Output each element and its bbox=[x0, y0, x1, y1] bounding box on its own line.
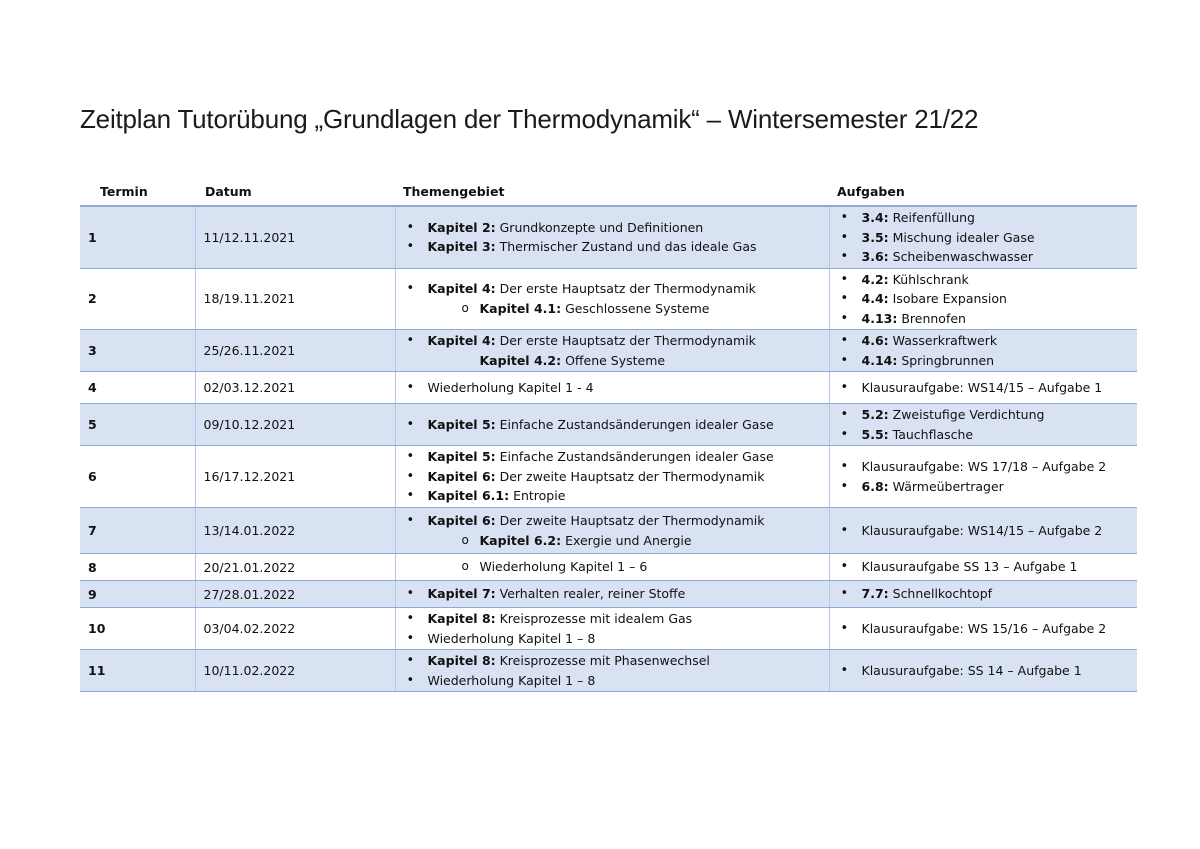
header-aufgaben: Aufgaben bbox=[829, 178, 1137, 206]
datum-text: 09/10.12.2021 bbox=[203, 417, 296, 432]
table-row bbox=[80, 268, 1137, 330]
bullet-icon: • bbox=[840, 249, 849, 264]
aufgaben-cell bbox=[829, 554, 1137, 581]
aufgaben-list bbox=[830, 618, 1138, 640]
table-body bbox=[80, 206, 1137, 692]
list-item bbox=[404, 531, 829, 551]
aufgaben-list bbox=[830, 207, 1138, 268]
datum-text: 10/11.02.2022 bbox=[203, 663, 296, 678]
item-text: Einfache Zustandsänderungen idealer Gase bbox=[495, 416, 774, 432]
aufgaben-cell bbox=[829, 650, 1137, 692]
aufgaben-list bbox=[830, 520, 1138, 542]
item-text: Wasserkraftwerk bbox=[888, 333, 998, 348]
aufgaben-cell bbox=[829, 508, 1137, 554]
item-bold-label: Kapitel 3: bbox=[427, 239, 496, 255]
aufgaben-list bbox=[830, 456, 1138, 497]
item-bold-label: 4.13: bbox=[861, 310, 898, 326]
bullet-icon: • bbox=[840, 352, 849, 368]
item-text: Der erste Hauptsatz der Thermodynamik bbox=[495, 333, 756, 348]
bullet-icon: • bbox=[406, 449, 415, 465]
themengebiet-cell bbox=[395, 372, 829, 404]
table-row bbox=[80, 581, 1137, 608]
bullet-icon: • bbox=[840, 271, 849, 287]
aufgaben-list bbox=[830, 377, 1138, 399]
item-text: Springbrunnen bbox=[897, 352, 995, 368]
list-item bbox=[838, 521, 1138, 541]
bullet-icon: • bbox=[840, 620, 849, 636]
list-item bbox=[838, 457, 1138, 477]
list-item bbox=[838, 619, 1138, 639]
header-themengebiet: Themengebiet bbox=[395, 178, 829, 206]
termin-cell: 1 bbox=[80, 206, 195, 268]
item-bold-label: 6.8: bbox=[861, 478, 889, 494]
item-text: Brennofen bbox=[897, 310, 966, 326]
datum-text: 27/28.01.2022 bbox=[203, 586, 296, 602]
bullet-icon: • bbox=[406, 513, 415, 528]
list-item bbox=[404, 415, 829, 435]
item-text: Kühlschrank bbox=[888, 271, 969, 287]
item-text: Reifenfüllung bbox=[888, 210, 975, 225]
bullet-icon: • bbox=[840, 379, 849, 395]
termin-cell: 6 bbox=[80, 446, 195, 508]
circle-bullet-icon: o bbox=[461, 559, 469, 574]
list-item bbox=[404, 486, 829, 506]
item-text: Geschlossene Systeme bbox=[561, 300, 710, 316]
item-bold-label: 4.2: bbox=[861, 271, 889, 287]
item-bold-label: 3.4: bbox=[861, 210, 889, 225]
themen-list bbox=[396, 414, 829, 436]
aufgaben-cell bbox=[829, 608, 1137, 650]
item-bold-label: Kapitel 6.1: bbox=[427, 488, 510, 504]
datum-text: 16/17.12.2021 bbox=[203, 469, 296, 484]
item-text: Kreisprozesse mit idealem Gas bbox=[495, 611, 693, 626]
list-item bbox=[404, 218, 829, 238]
themengebiet-cell bbox=[395, 554, 829, 581]
themengebiet-cell bbox=[395, 508, 829, 554]
item-text: Kreisprozesse mit Phasenwechsel bbox=[495, 653, 710, 668]
list-item bbox=[404, 378, 829, 398]
list-item bbox=[838, 477, 1138, 497]
schedule-table bbox=[80, 178, 1137, 692]
item-text: Der zweite Hauptsatz der Thermodynamik bbox=[495, 468, 765, 484]
aufgaben-list bbox=[830, 583, 1138, 605]
themengebiet-cell bbox=[395, 650, 829, 692]
list-item bbox=[838, 208, 1138, 228]
termin-cell: 2 bbox=[80, 268, 195, 330]
bullet-icon: • bbox=[840, 333, 849, 348]
datum-text: 13/14.01.2022 bbox=[203, 523, 296, 538]
bullet-icon: • bbox=[406, 239, 415, 255]
themen-list bbox=[396, 608, 829, 649]
themen-list bbox=[396, 650, 829, 691]
item-bold-label: 3.5: bbox=[861, 229, 889, 245]
aufgaben-list bbox=[830, 330, 1138, 371]
header-datum: Datum bbox=[195, 178, 395, 206]
termin-cell: 4 bbox=[80, 372, 195, 404]
list-item bbox=[404, 511, 829, 531]
item-text: Schnellkochtopf bbox=[888, 586, 993, 602]
item-text: Klausuraufgabe SS 13 – Aufgabe 1 bbox=[861, 559, 1078, 575]
item-bold-label: Kapitel 8: bbox=[427, 611, 496, 626]
list-item bbox=[404, 299, 829, 319]
aufgaben-cell bbox=[829, 372, 1137, 404]
item-text: Wiederholung Kapitel 1 – 8 bbox=[427, 672, 596, 688]
themengebiet-cell bbox=[395, 206, 829, 268]
bullet-icon: • bbox=[840, 407, 849, 422]
item-bold-label: 3.6: bbox=[861, 249, 889, 264]
termin-cell: 3 bbox=[80, 330, 195, 372]
item-text: Der erste Hauptsatz der Thermodynamik bbox=[495, 281, 756, 297]
bullet-icon: • bbox=[406, 488, 415, 504]
item-text: Offene Systeme bbox=[561, 352, 666, 368]
item-text: Einfache Zustandsänderungen idealer Gase bbox=[495, 449, 774, 465]
item-text: Entropie bbox=[509, 488, 566, 504]
list-item bbox=[838, 661, 1138, 681]
themengebiet-cell bbox=[395, 404, 829, 446]
item-text: Wärmeübertrager bbox=[888, 478, 1004, 494]
themengebiet-cell bbox=[395, 446, 829, 508]
list-item bbox=[838, 331, 1138, 351]
item-bold-label: 7.7: bbox=[861, 586, 889, 602]
themengebiet-cell bbox=[395, 581, 829, 608]
aufgaben-list bbox=[830, 556, 1138, 578]
bullet-icon: • bbox=[840, 559, 849, 575]
list-item bbox=[404, 584, 829, 604]
termin-cell: 11 bbox=[80, 650, 195, 692]
datum-text: 25/26.11.2021 bbox=[203, 343, 296, 358]
item-text: Exergie und Anergie bbox=[561, 532, 692, 548]
item-bold-label: 5.2: bbox=[861, 407, 889, 422]
list-item bbox=[404, 279, 829, 299]
bullet-icon: • bbox=[406, 611, 415, 626]
datum-cell bbox=[195, 330, 395, 372]
datum-cell bbox=[195, 508, 395, 554]
list-item bbox=[404, 351, 829, 371]
list-item bbox=[404, 447, 829, 467]
item-bold-label: Kapitel 4: bbox=[427, 281, 496, 297]
datum-text: 20/21.01.2022 bbox=[203, 559, 296, 575]
datum-cell bbox=[195, 372, 395, 404]
aufgaben-cell bbox=[829, 404, 1137, 446]
table-row bbox=[80, 404, 1137, 446]
datum-text: 03/04.02.2022 bbox=[203, 621, 296, 636]
list-item bbox=[404, 467, 829, 487]
bullet-icon: • bbox=[406, 672, 415, 688]
list-item bbox=[404, 651, 829, 671]
bullet-icon: • bbox=[406, 416, 415, 432]
datum-cell bbox=[195, 268, 395, 330]
themen-list bbox=[396, 583, 829, 605]
themen-list bbox=[396, 510, 829, 551]
item-bold-label: Kapitel 4.2: bbox=[479, 352, 562, 368]
table-row bbox=[80, 554, 1137, 581]
item-text: Scheibenwaschwasser bbox=[888, 249, 1033, 264]
datum-cell bbox=[195, 608, 395, 650]
item-text: Mischung idealer Gase bbox=[888, 229, 1035, 245]
themen-list bbox=[396, 377, 829, 399]
bullet-icon: • bbox=[406, 379, 415, 395]
list-item bbox=[404, 237, 829, 257]
table-row bbox=[80, 446, 1137, 508]
list-item bbox=[404, 629, 829, 649]
table-row bbox=[80, 372, 1137, 404]
table-row bbox=[80, 650, 1137, 692]
bullet-icon: • bbox=[840, 662, 849, 678]
aufgaben-list bbox=[830, 269, 1138, 330]
item-text: Klausuraufgabe: WS14/15 – Aufgabe 2 bbox=[861, 522, 1103, 538]
item-bold-label: Kapitel 8: bbox=[427, 653, 496, 668]
list-item bbox=[404, 609, 829, 629]
item-text: Klausuraufgabe: WS14/15 – Aufgabe 1 bbox=[861, 379, 1103, 395]
list-item bbox=[838, 557, 1138, 577]
bullet-icon: • bbox=[406, 333, 415, 348]
list-item bbox=[838, 584, 1138, 604]
aufgaben-cell bbox=[829, 268, 1137, 330]
list-item bbox=[838, 425, 1138, 445]
bullet-icon: • bbox=[406, 281, 415, 297]
datum-cell bbox=[195, 581, 395, 608]
item-bold-label: Kapitel 7: bbox=[427, 586, 496, 602]
list-item bbox=[838, 270, 1138, 290]
item-bold-label: Kapitel 4.1: bbox=[479, 300, 562, 316]
table-header-row bbox=[80, 178, 1137, 206]
list-item bbox=[838, 309, 1138, 329]
aufgaben-cell bbox=[829, 446, 1137, 508]
item-bold-label: Kapitel 6.2: bbox=[479, 532, 562, 548]
item-bold-label: Kapitel 5: bbox=[427, 416, 496, 432]
datum-text: 02/03.12.2021 bbox=[203, 380, 296, 395]
themen-list bbox=[396, 217, 829, 258]
list-item bbox=[404, 557, 829, 577]
bullet-icon: • bbox=[406, 219, 415, 235]
item-text: Tauchflasche bbox=[888, 426, 974, 442]
bullet-icon: • bbox=[406, 630, 415, 646]
table-row bbox=[80, 608, 1137, 650]
themen-list bbox=[396, 278, 829, 319]
header-termin: Termin bbox=[80, 178, 195, 206]
bullet-icon: • bbox=[840, 291, 849, 306]
aufgaben-list bbox=[830, 404, 1138, 445]
item-bold-label: Kapitel 5: bbox=[427, 449, 496, 465]
themengebiet-cell bbox=[395, 330, 829, 372]
termin-cell: 5 bbox=[80, 404, 195, 446]
item-bold-label: 4.14: bbox=[861, 352, 898, 368]
table-row bbox=[80, 330, 1137, 372]
bullet-icon: • bbox=[840, 478, 849, 494]
bullet-icon: • bbox=[406, 468, 415, 484]
aufgaben-cell bbox=[829, 206, 1137, 268]
item-bold-label: 5.5: bbox=[861, 426, 889, 442]
termin-cell: 9 bbox=[80, 581, 195, 608]
table-row bbox=[80, 508, 1137, 554]
themengebiet-cell bbox=[395, 608, 829, 650]
bullet-icon: • bbox=[840, 229, 849, 245]
bullet-icon: • bbox=[406, 653, 415, 668]
item-bold-label: 4.6: bbox=[861, 333, 889, 348]
item-text: Isobare Expansion bbox=[888, 291, 1007, 306]
termin-cell: 7 bbox=[80, 508, 195, 554]
item-bold-label: 4.4: bbox=[861, 291, 889, 306]
datum-cell bbox=[195, 554, 395, 581]
item-text: Klausuraufgabe: SS 14 – Aufgabe 1 bbox=[861, 662, 1082, 678]
item-bold-label: Kapitel 6: bbox=[427, 513, 496, 528]
page-title: Zeitplan Tutorübung „Grundlagen der Thermodynamik“ – Wintersemester 21/22 bbox=[80, 104, 979, 134]
item-text: Wiederholung Kapitel 1 - 4 bbox=[427, 379, 594, 395]
bullet-icon: • bbox=[840, 586, 849, 602]
item-text: Grundkonzepte und Definitionen bbox=[495, 219, 704, 235]
item-text: Wiederholung Kapitel 1 – 6 bbox=[479, 559, 648, 575]
item-bold-label: Kapitel 4: bbox=[427, 333, 496, 348]
list-item bbox=[404, 331, 829, 351]
datum-text: 18/19.11.2021 bbox=[203, 291, 296, 307]
bullet-icon: • bbox=[840, 310, 849, 326]
bullet-icon: • bbox=[840, 522, 849, 538]
termin-cell: 10 bbox=[80, 608, 195, 650]
list-item bbox=[838, 247, 1138, 267]
termin-cell: 8 bbox=[80, 554, 195, 581]
list-item bbox=[838, 378, 1138, 398]
aufgaben-list bbox=[830, 660, 1138, 682]
themengebiet-cell bbox=[395, 268, 829, 330]
list-item bbox=[404, 671, 829, 691]
item-text: Zweistufige Verdichtung bbox=[888, 407, 1045, 422]
bullet-icon: • bbox=[406, 586, 415, 602]
list-item bbox=[838, 228, 1138, 248]
item-text: Thermischer Zustand und das ideale Gas bbox=[495, 239, 757, 255]
themen-list bbox=[396, 330, 829, 371]
item-text: Klausuraufgabe: WS 15/16 – Aufgabe 2 bbox=[861, 620, 1107, 636]
item-bold-label: Kapitel 6: bbox=[427, 468, 496, 484]
aufgaben-cell bbox=[829, 581, 1137, 608]
bullet-icon: • bbox=[840, 210, 849, 225]
circle-bullet-icon: o bbox=[461, 532, 469, 547]
datum-cell bbox=[195, 206, 395, 268]
datum-cell bbox=[195, 446, 395, 508]
circle-bullet-icon: o bbox=[461, 300, 469, 315]
item-text: Der zweite Hauptsatz der Thermodynamik bbox=[495, 513, 765, 528]
bullet-icon: • bbox=[840, 459, 849, 474]
datum-text: 11/12.11.2021 bbox=[203, 229, 296, 245]
datum-cell bbox=[195, 650, 395, 692]
item-bold-label: Kapitel 2: bbox=[427, 219, 496, 235]
list-item bbox=[838, 351, 1138, 371]
item-text: Wiederholung Kapitel 1 – 8 bbox=[427, 630, 596, 646]
aufgaben-cell bbox=[829, 330, 1137, 372]
table-row bbox=[80, 206, 1137, 268]
list-item bbox=[838, 405, 1138, 425]
list-item bbox=[838, 289, 1138, 309]
themen-list bbox=[396, 446, 829, 507]
item-text: Klausuraufgabe: WS 17/18 – Aufgabe 2 bbox=[861, 459, 1107, 474]
datum-cell bbox=[195, 404, 395, 446]
bullet-icon: • bbox=[840, 426, 849, 442]
item-text: Verhalten realer, reiner Stoffe bbox=[495, 586, 686, 602]
themen-list bbox=[396, 556, 829, 578]
